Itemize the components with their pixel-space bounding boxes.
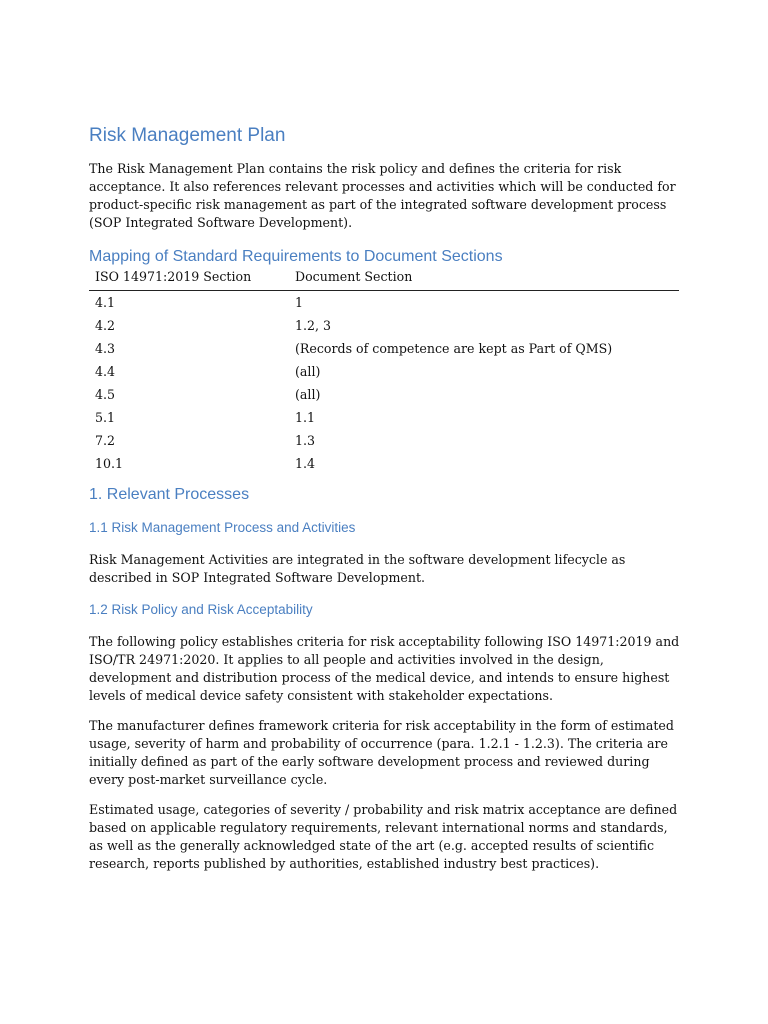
table-row bbox=[89, 383, 679, 406]
document-section-cell: (all) bbox=[295, 364, 321, 379]
table-header-row bbox=[89, 267, 679, 291]
document-section-cell: (Records of competence are kept as Part of QMS) bbox=[295, 341, 613, 356]
document-section-cell: 1.4 bbox=[295, 456, 316, 471]
section-heading-relevant-processes: 1. Relevant Processes bbox=[89, 486, 250, 503]
document-section-cell: 1 bbox=[295, 295, 304, 310]
subsection-heading-risk-policy: 1.2 Risk Policy and Risk Acceptability bbox=[89, 602, 313, 617]
iso-section-cell: 4.2 bbox=[95, 318, 116, 333]
mapping-table bbox=[89, 267, 679, 475]
document-section-cell: (all) bbox=[295, 387, 321, 402]
subsection-heading-risk-management-process: 1.1 Risk Management Process and Activities bbox=[89, 520, 356, 535]
risk-policy-paragraph-2: The manufacturer defines framework criteria for risk acceptability in the form of estimated usage, severity of harm and probability of occurrence (para. 1.2.1 - 1.2.3). The criteria are initially defined as part of the early software development process and reviewed during every post-market surveillance cycle. bbox=[89, 718, 674, 787]
table-row bbox=[89, 314, 679, 337]
iso-section-cell: 5.1 bbox=[95, 410, 116, 425]
column-header-iso-section: ISO 14971:2019 Section bbox=[89, 267, 289, 291]
table-row bbox=[89, 337, 679, 360]
table-row bbox=[89, 429, 679, 452]
table-row bbox=[89, 452, 679, 475]
intro-paragraph: The Risk Management Plan contains the risk policy and defines the criteria for risk acceptance. It also references relevant processes and activities which will be conducted for product-specific risk management as part of the integrated software development process (SOP Integrated Software Development). bbox=[89, 161, 676, 230]
table-row bbox=[89, 406, 679, 429]
iso-section-cell: 7.2 bbox=[95, 433, 116, 448]
iso-section-cell: 4.4 bbox=[95, 364, 116, 379]
iso-section-cell: 10.1 bbox=[95, 456, 124, 471]
iso-section-cell: 4.1 bbox=[95, 295, 116, 310]
iso-section-cell: 4.3 bbox=[95, 341, 116, 356]
risk-management-process-paragraph: Risk Management Activities are integrated in the software development lifecycle as described in SOP Integrated Software Development. bbox=[89, 552, 626, 585]
document-section-cell: 1.3 bbox=[295, 433, 316, 448]
iso-section-cell: 4.5 bbox=[95, 387, 116, 402]
risk-policy-paragraph-1: The following policy establishes criteria for risk acceptability following ISO 14971:2019 and ISO/TR 24971:2020. It applies to all people and activities involved in the design, development and distribution process of the medical device, and intends to ensure highest levels of medical device safety consistent with stakeholder expectations. bbox=[89, 634, 680, 703]
document-section-cell: 1.2, 3 bbox=[295, 318, 332, 333]
risk-policy-paragraph-3: Estimated usage, categories of severity / probability and risk matrix acceptance are defined based on applicable regulatory requirements, relevant international norms and standards, as well as the generally acknowledged state of the art (e.g. accepted results of scientific research, reports published by authorities, established industry best practices). bbox=[89, 802, 678, 871]
mapping-heading: Mapping of Standard Requirements to Document Sections bbox=[89, 248, 503, 265]
table-row bbox=[89, 360, 679, 383]
page-title: Risk Management Plan bbox=[89, 125, 286, 146]
column-header-document-section: Document Section bbox=[289, 267, 679, 291]
document-section-cell: 1.1 bbox=[295, 410, 316, 425]
table-row bbox=[89, 291, 679, 315]
